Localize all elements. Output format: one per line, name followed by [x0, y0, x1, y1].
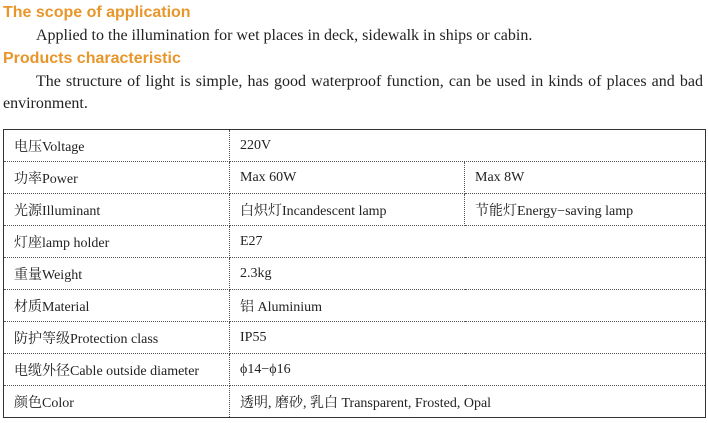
spec-value: 透明, 磨砂, 乳白 Transparent, Frosted, Opal [230, 386, 706, 418]
spec-value: 220V [230, 130, 706, 162]
spec-label: 重量Weight [4, 258, 230, 290]
spec-label: 电缆外径Cable outside diameter [4, 354, 230, 386]
spec-value: 2.3kg [230, 258, 706, 290]
spec-value: IP55 [230, 322, 706, 354]
table-row [4, 322, 706, 354]
spec-value: 节能灯Energy−saving lamp [465, 194, 706, 226]
spec-label: 颜色Color [4, 386, 230, 418]
table-row [4, 226, 706, 258]
spec-value: ϕ14−ϕ16 [230, 354, 706, 386]
spec-label: 电压Voltage [4, 130, 230, 162]
table-row [4, 290, 706, 322]
table-row [4, 258, 706, 290]
table-row [4, 354, 706, 386]
table-row [4, 162, 706, 194]
spec-table [3, 129, 706, 418]
spec-value: 铝 Aluminium [230, 290, 706, 322]
characteristic-heading: Products characteristic [3, 50, 181, 67]
table-row [4, 130, 706, 162]
spec-label: 功率Power [4, 162, 230, 194]
spec-label: 材质Material [4, 290, 230, 322]
spec-value: Max 8W [465, 162, 706, 194]
scope-heading: The scope of application [3, 4, 191, 21]
spec-label: 光源Illuminant [4, 194, 230, 226]
spec-value: E27 [230, 226, 706, 258]
scope-text: Applied to the illumination for wet places in deck, sidewalk in ships or cabin. [36, 27, 533, 44]
spec-value: 白炽灯Incandescent lamp [230, 194, 465, 226]
table-row [4, 194, 706, 226]
table-row [4, 386, 706, 418]
spec-value: Max 60W [230, 162, 465, 194]
spec-label: 灯座lamp holder [4, 226, 230, 258]
spec-label: 防护等级Protection class [4, 322, 230, 354]
characteristic-text: The structure of light is simple, has good waterproof function, can be used in kinds of places and bad environment. [3, 73, 703, 112]
